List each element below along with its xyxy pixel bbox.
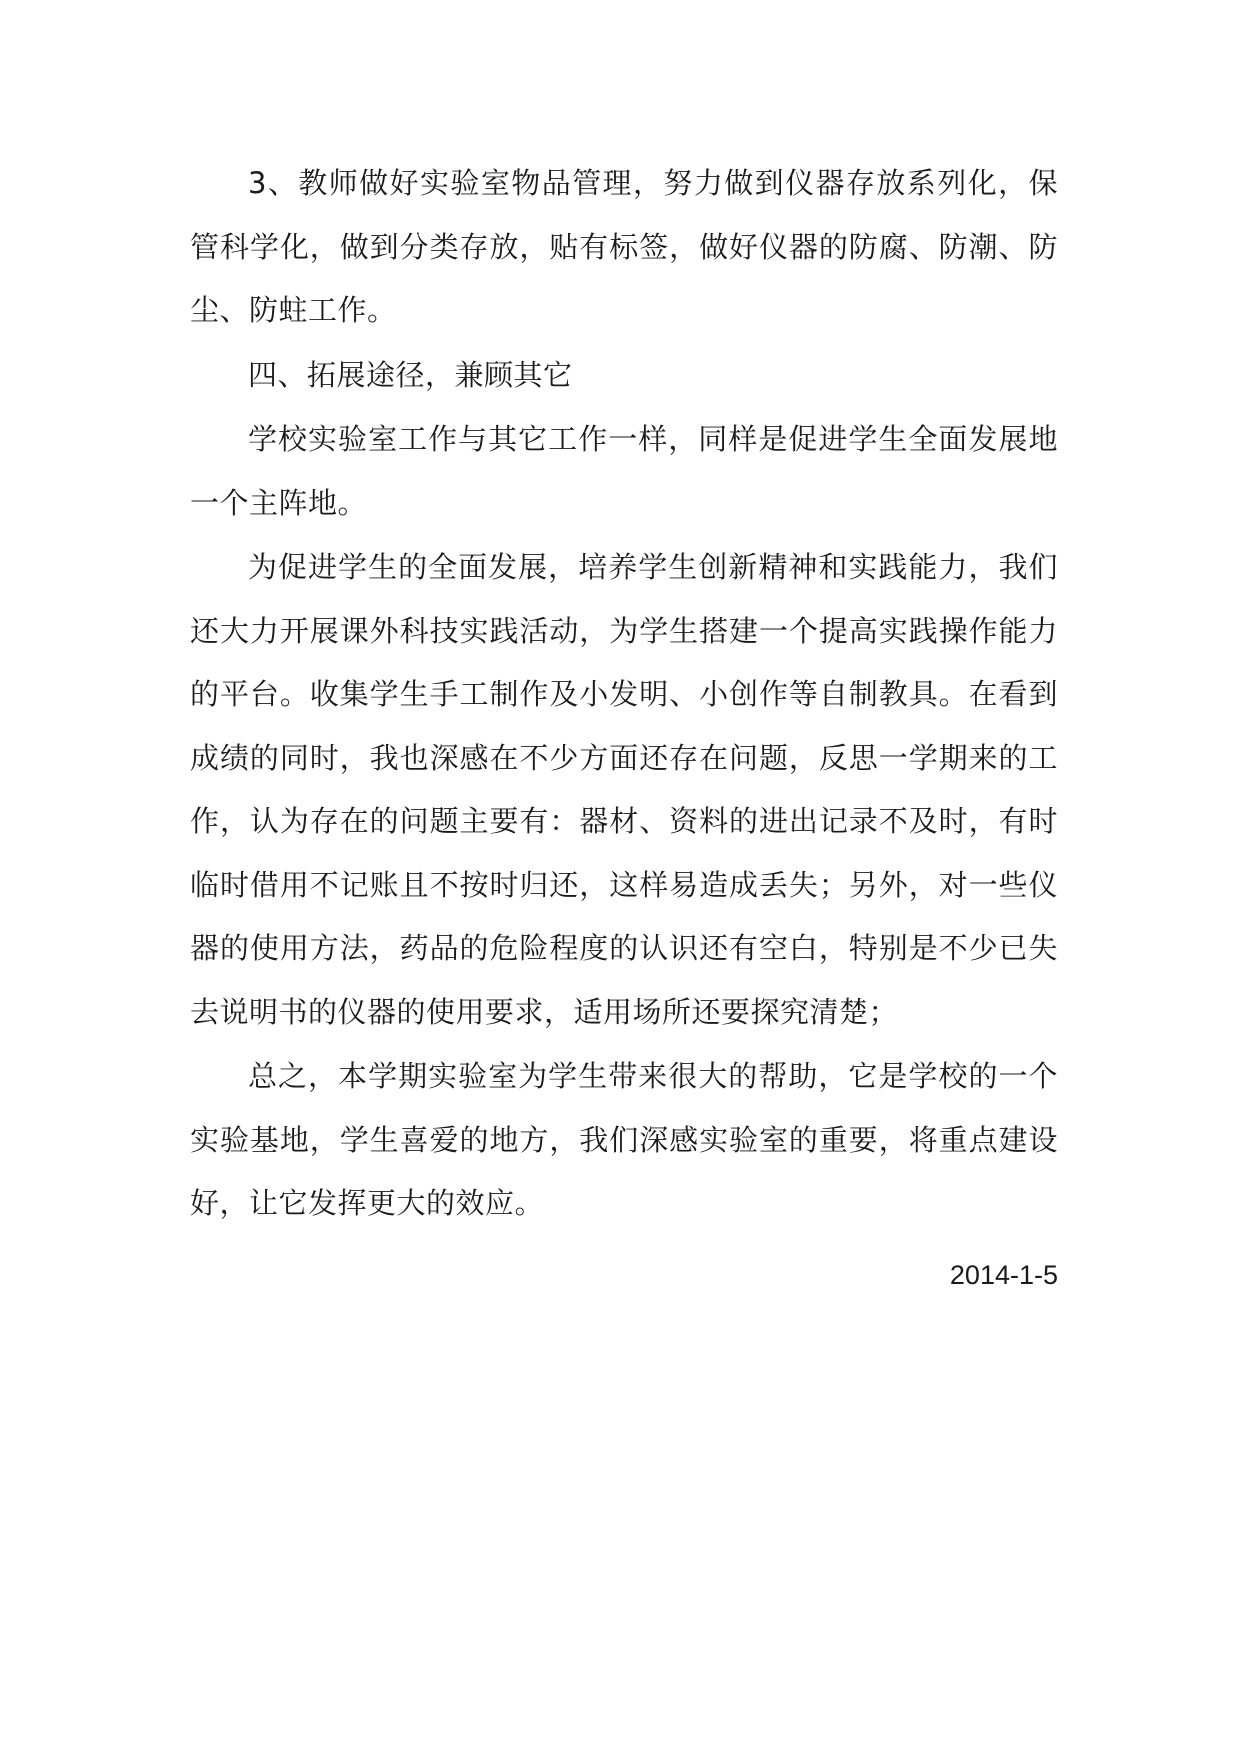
section-heading-expand-approaches: 四、拓展途径，兼顾其它 (248, 357, 573, 392)
paragraph-lab-management: 3、教师做好实验室物品管理，努力做到仪器存放系列化，保管科学化，做到分类存放，贴有标签，做好仪器的防腐、防潮、防尘、防蛀工作。 (190, 166, 1058, 327)
document-page (190, 152, 1058, 1307)
paragraph-lab-work-role: 学校实验室工作与其它工作一样，同样是促进学生全面发展地一个主阵地。 (190, 422, 1058, 520)
paragraph-conclusion: 总之，本学期实验室为学生带来很大的帮助，它是学校的一个实验基地，学生喜爱的地方，我们深感实验室的重要，将重点建设好，让它发挥更大的效应。 (190, 1059, 1058, 1220)
document-date: 2014-1-5 (949, 1259, 1058, 1290)
paragraph-activities-and-problems: 为促进学生的全面发展，培养学生创新精神和实践能力，我们还大力开展课外科技实践活动，为学生搭建一个提高实践操作能力的平台。收集学生手工制作及小发明、小创作等自制教具。在看到成绩的同时，我也深感在不少方面还存在问题，反思一学期来的工作，认为存在的问题主要有：器材、资料的进出记录不及时，有时临时借用不记账且不按时归还，这样易造成丢失；另外，对一些仪器的使用方法，药品的危险程度的认识还有空白，特别是不少已失去说明书的仪器的使用要求，适用场所还要探究清楚； (190, 550, 1058, 1029)
